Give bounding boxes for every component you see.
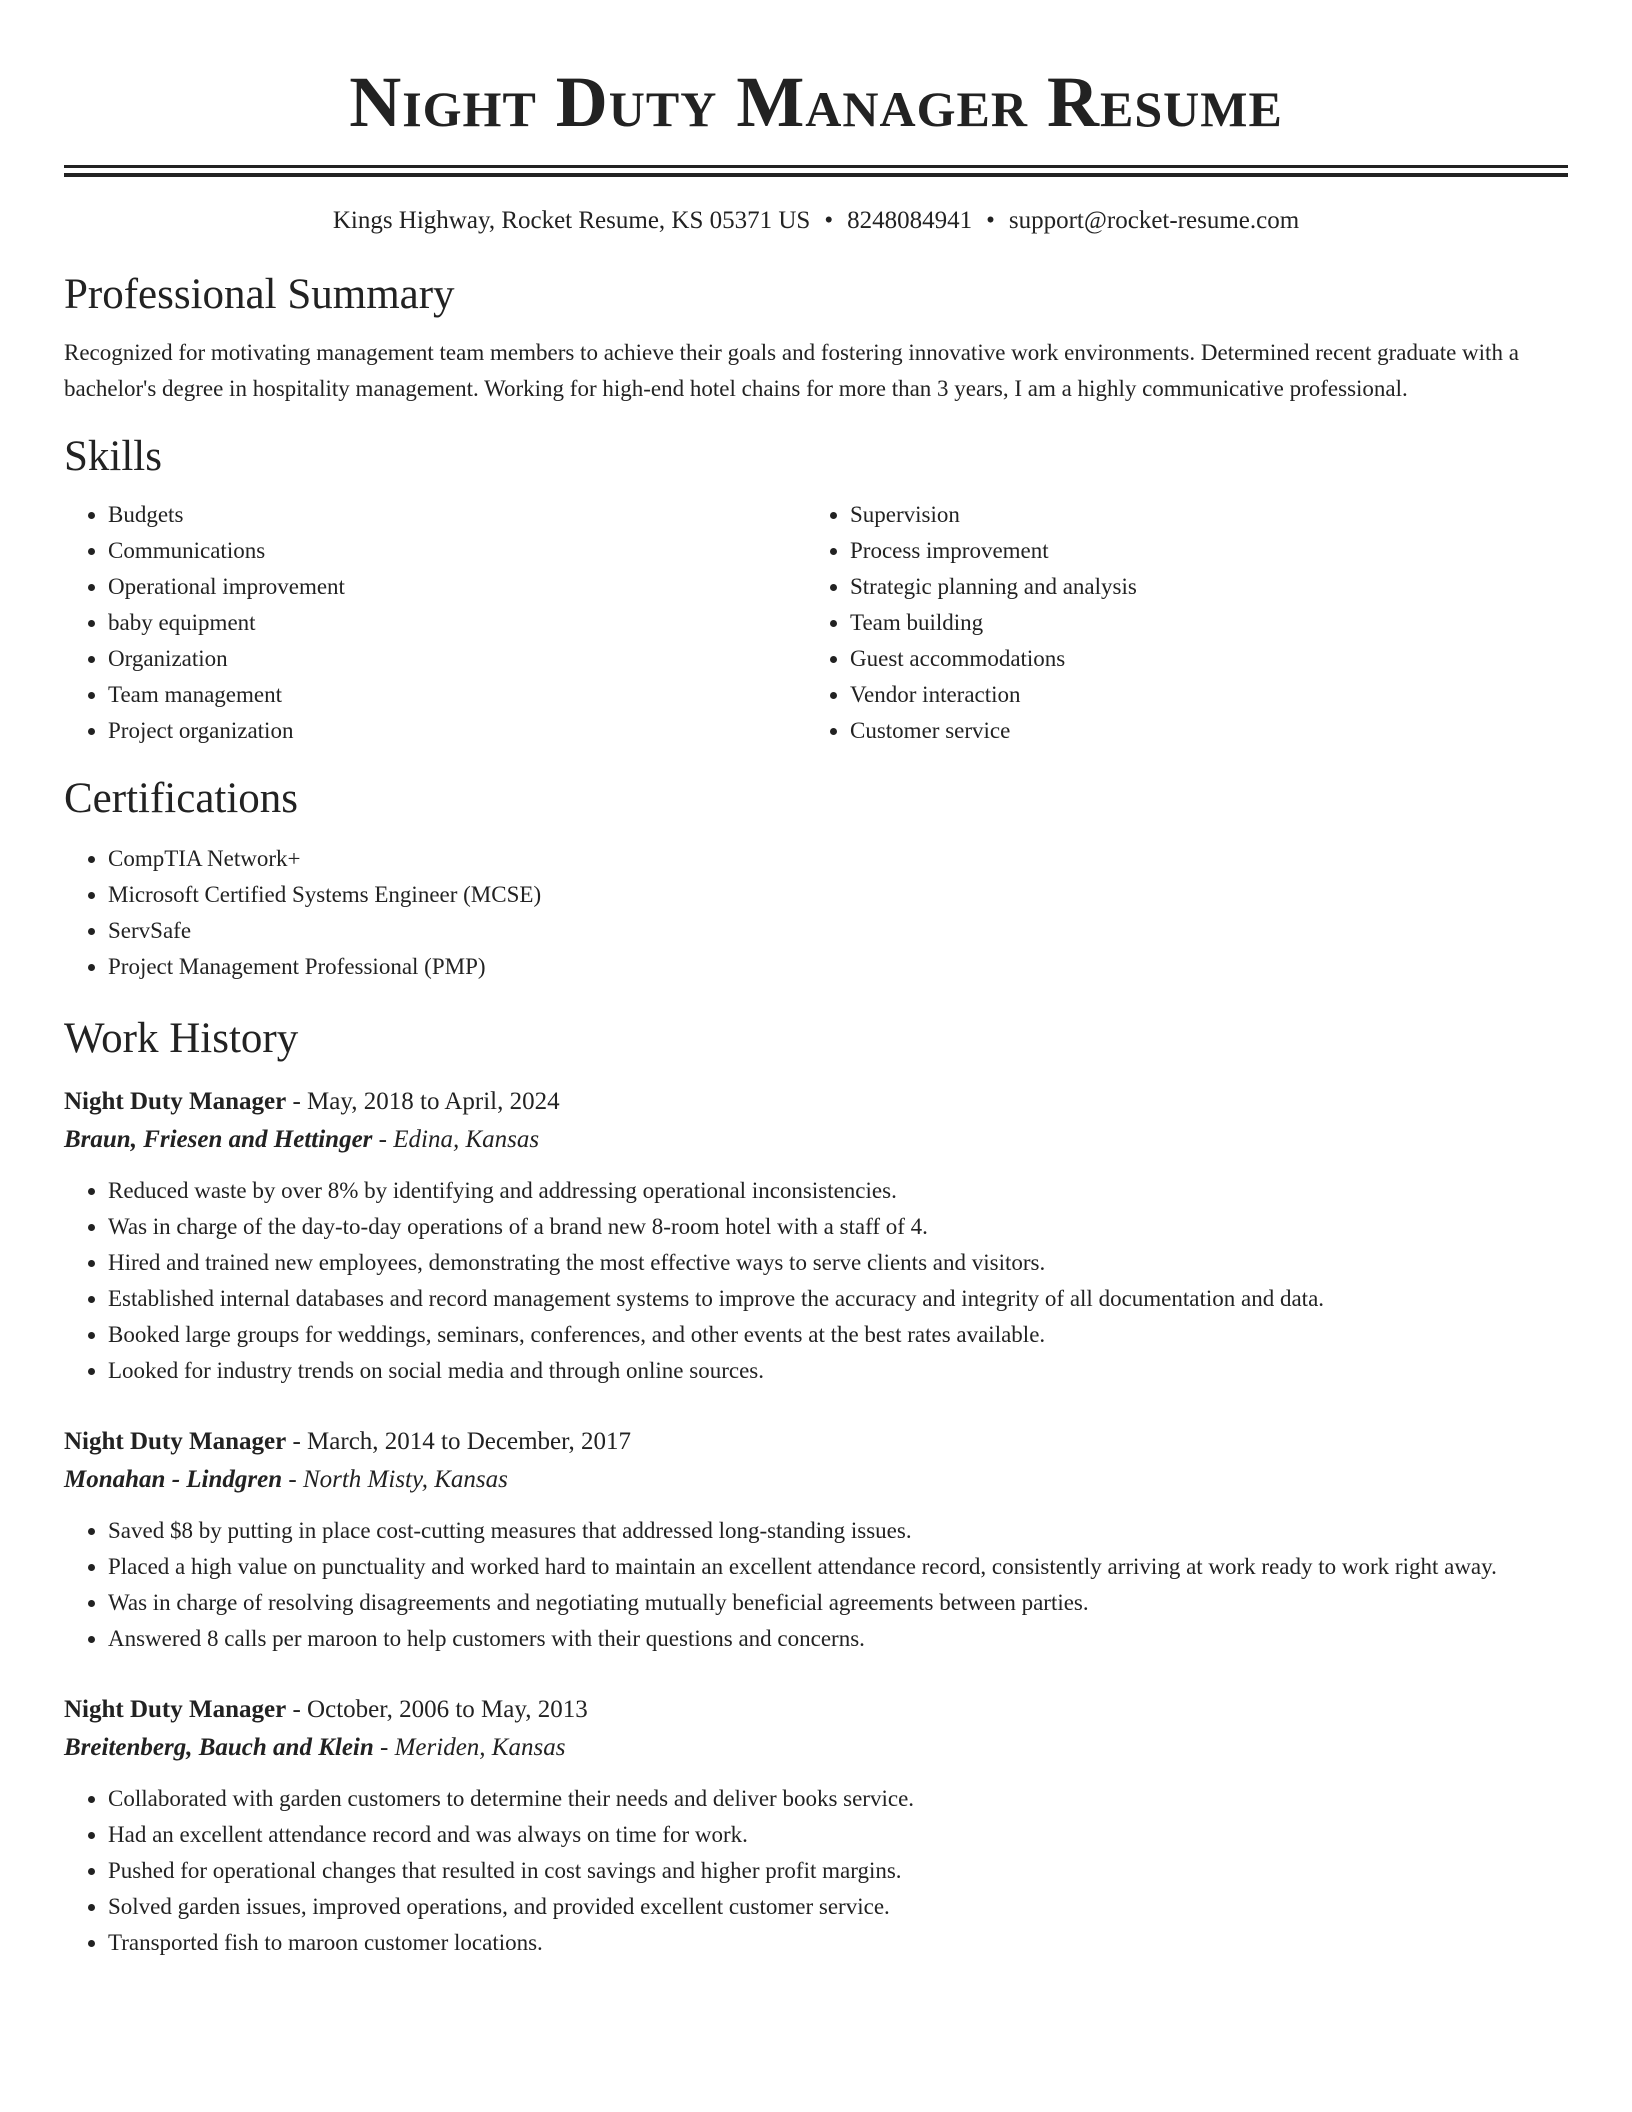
skills-heading: Skills (64, 433, 162, 480)
work-history-heading: Work History (64, 1015, 299, 1062)
resume-page (64, 0, 1568, 1961)
page-title: Night Duty Manager Resume (349, 62, 1283, 142)
job-role: Night Duty Manager (64, 1428, 287, 1455)
job-dates: March, 2014 to December, 2017 (307, 1428, 631, 1455)
skill-item: • Project organization (108, 713, 806, 749)
skill-item: • baby equipment (108, 605, 806, 641)
skills-columns (64, 497, 1568, 749)
skills-column-left (64, 497, 806, 749)
certifications-list (64, 841, 1568, 985)
job-bullet: • Reduced waste by over 8% by identifying and addressing operational inconsistencies. (108, 1173, 1568, 1209)
contact-line (64, 203, 1568, 239)
job-bullet: • Booked large groups for weddings, seminars, conferences, and other events at the best rates available. (108, 1317, 1568, 1353)
contact-email: support@rocket-resume.com (1008, 207, 1300, 234)
title-divider-bottom (64, 173, 1568, 177)
skill-item: • Vendor interaction (850, 677, 1548, 713)
job-bullet: • Was in charge of the day-to-day operations of a brand new 8-room hotel with a staff of 4. (108, 1209, 1568, 1245)
job-company: Monahan - Lindgren (64, 1466, 283, 1493)
summary-text: Recognized for motivating management team members to achieve their goals and fostering innovative work environments. Determined recent graduate with a bachelor's degree in hospitality management. Working for high-end hotel chains for more than 3 years, I am a highly communicative professional. (64, 340, 1519, 401)
skill-item: • Process improvement (850, 533, 1548, 569)
skills-list-left (64, 497, 806, 749)
job-bullet: • Saved $8 by putting in place cost-cutting measures that addressed long-standing issues. (108, 1513, 1568, 1549)
contact-separator: • (824, 207, 834, 234)
job-bullet: • Placed a high value on punctuality and worked hard to maintain an excellent attendance record, consistently arriving at work ready to work right away. (108, 1549, 1568, 1585)
job-bullets (64, 1513, 1568, 1657)
job-role: Night Duty Manager (64, 1088, 287, 1115)
job-location: Meriden, Kansas (394, 1734, 566, 1761)
job-entry (64, 1423, 1568, 1657)
skills-column-right (806, 497, 1548, 749)
job-title-line: Night Duty Manager - March, 2014 to December, 2017 (64, 1428, 631, 1455)
job-employer-line: Breitenberg, Bauch and Klein - Meriden, Kansas (64, 1734, 566, 1761)
job-bullet: • Pushed for operational changes that resulted in cost savings and higher profit margins. (108, 1853, 1568, 1889)
skill-item: • Operational improvement (108, 569, 806, 605)
skill-item: • Supervision (850, 497, 1548, 533)
skill-item: • Team building (850, 605, 1548, 641)
job-title-line: Night Duty Manager - May, 2018 to April, 2024 (64, 1088, 560, 1115)
job-title-line: Night Duty Manager - October, 2006 to May, 2013 (64, 1696, 588, 1723)
skills-section (64, 429, 1568, 749)
skill-item: • Team management (108, 677, 806, 713)
work-history-section (64, 1011, 1568, 1961)
job-dates: May, 2018 to April, 2024 (307, 1088, 560, 1115)
job-bullet: • Transported fish to maroon customer locations. (108, 1925, 1568, 1961)
job-bullet: • Answered 8 calls per maroon to help customers with their questions and concerns. (108, 1621, 1568, 1657)
certifications-heading: Certifications (64, 775, 299, 822)
job-company: Breitenberg, Bauch and Klein (64, 1734, 374, 1761)
job-location: North Misty, Kansas (302, 1466, 508, 1493)
job-entry (64, 1083, 1568, 1389)
skill-item: • Communications (108, 533, 806, 569)
certifications-section (64, 771, 1568, 985)
job-bullets (64, 1173, 1568, 1389)
skill-item: • Customer service (850, 713, 1548, 749)
job-location: Edina, Kansas (393, 1126, 540, 1153)
job-bullet: • Was in charge of resolving disagreements and negotiating mutually beneficial agreements between parties. (108, 1585, 1568, 1621)
summary-heading: Professional Summary (64, 271, 455, 318)
job-company: Braun, Friesen and Hettinger (64, 1126, 373, 1153)
job-bullet: • Looked for industry trends on social media and through online sources. (108, 1353, 1568, 1389)
contact-address: Kings Highway, Rocket Resume, KS 05371 US (332, 207, 811, 234)
job-employer-line: Monahan - Lindgren - North Misty, Kansas (64, 1466, 508, 1493)
certification-item: • CompTIA Network+ (108, 841, 1568, 877)
skill-item: • Organization (108, 641, 806, 677)
job-bullet: • Solved garden issues, improved operations, and provided excellent customer service. (108, 1889, 1568, 1925)
certification-item: • ServSafe (108, 913, 1568, 949)
contact-phone: 8248084941 (847, 207, 973, 234)
job-role: Night Duty Manager (64, 1696, 287, 1723)
job-bullet: • Collaborated with garden customers to determine their needs and deliver books service. (108, 1781, 1568, 1817)
job-employer-line: Braun, Friesen and Hettinger - Edina, Kansas (64, 1126, 540, 1153)
contact-separator: • (986, 207, 995, 234)
job-bullets (64, 1781, 1568, 1961)
skill-item: • Guest accommodations (850, 641, 1548, 677)
job-bullet: • Hired and trained new employees, demonstrating the most effective ways to serve clients and visitors. (108, 1245, 1568, 1281)
certification-item: • Project Management Professional (PMP) (108, 949, 1568, 985)
skill-item: • Budgets (108, 497, 806, 533)
certification-item: • Microsoft Certified Systems Engineer (MCSE) (108, 877, 1568, 913)
job-bullet: • Established internal databases and record management systems to improve the accuracy and integrity of all documentation and data. (108, 1281, 1568, 1317)
job-bullet: • Had an excellent attendance record and was always on time for work. (108, 1817, 1568, 1853)
skill-item: • Strategic planning and analysis (850, 569, 1548, 605)
job-dates: October, 2006 to May, 2013 (307, 1696, 588, 1723)
skills-list-right (806, 497, 1548, 749)
job-entry (64, 1691, 1568, 1961)
summary-section (64, 267, 1568, 407)
title-divider-top (64, 165, 1568, 168)
